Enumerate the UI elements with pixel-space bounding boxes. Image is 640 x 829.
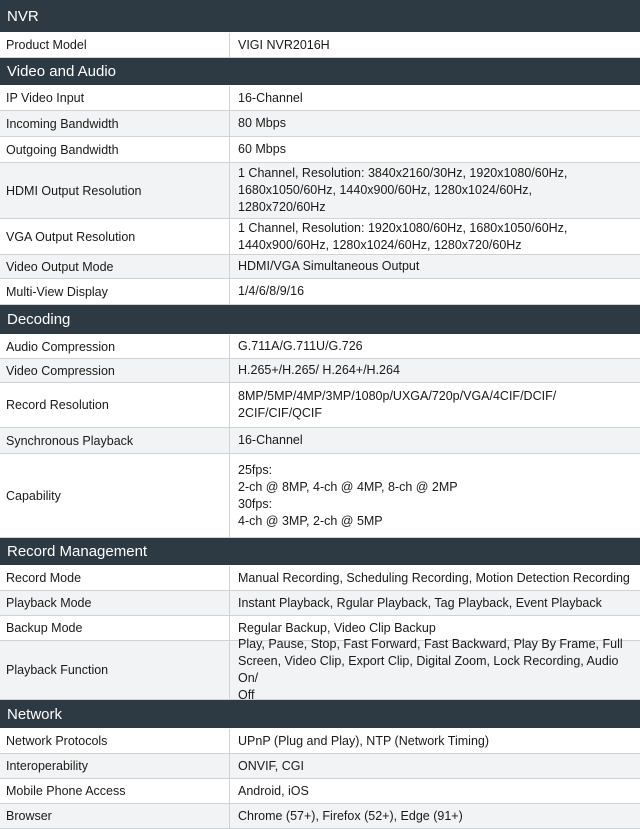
spec-value-line: G.711A/G.711U/G.726	[238, 339, 363, 353]
spec-value	[230, 566, 640, 590]
spec-label: Record Mode	[0, 566, 230, 590]
spec-value-line: 80 Mbps	[238, 116, 286, 130]
spec-value	[230, 359, 640, 382]
spec-label: Playback Mode	[0, 591, 230, 615]
spec-value-line: 2-ch @ 8MP, 4-ch @ 4MP, 8-ch @ 2MP	[238, 479, 458, 494]
spec-value-line: 16-Channel	[238, 90, 303, 105]
spec-value	[230, 335, 640, 358]
spec-value	[230, 33, 640, 57]
spec-value	[230, 729, 640, 753]
spec-label: Video Output Mode	[0, 255, 230, 278]
spec-row	[0, 637, 640, 702]
spec-value-line: H.265+/H.265/ H.264+/H.264	[238, 363, 400, 377]
spec-row	[0, 86, 640, 111]
spec-label: Interoperability	[0, 754, 230, 778]
spec-value	[230, 163, 640, 218]
spec-row	[0, 566, 640, 591]
section-header: Record Management	[0, 538, 640, 566]
spec-label: Record Resolution	[0, 383, 230, 427]
section-header: Network	[0, 700, 640, 729]
spec-value-line: 30fps:	[238, 496, 273, 511]
spec-label: Network Protocols	[0, 729, 230, 753]
spec-value	[230, 428, 640, 453]
spec-value-line: Chrome (57+), Firefox (52+), Edge (91+)	[238, 808, 463, 823]
spec-label: HDMI Output Resolution	[0, 163, 230, 218]
spec-value-line: Screen, Video Clip, Export Clip, Digital Zoom, Lock Recording, Audio On/	[238, 654, 619, 685]
section-header: NVR	[0, 0, 640, 33]
spec-label: IP Video Input	[0, 86, 230, 110]
spec-row	[0, 111, 640, 137]
spec-value	[230, 637, 640, 702]
spec-value-line: ONVIF, CGI	[238, 758, 304, 773]
spec-label: Incoming Bandwidth	[0, 111, 230, 136]
spec-label: Browser	[0, 804, 230, 828]
spec-value	[230, 454, 640, 537]
spec-value	[230, 279, 640, 304]
spec-label: Multi-View Display	[0, 279, 230, 304]
spec-row	[0, 779, 640, 804]
spec-value-line: Android, iOS	[238, 783, 309, 798]
spec-value-line: Manual Recording, Scheduling Recording, Motion Detection Recording	[238, 570, 630, 585]
spec-label: Video Compression	[0, 359, 230, 382]
spec-label: Audio Compression	[0, 335, 230, 358]
spec-value	[230, 591, 640, 615]
spec-value	[230, 383, 640, 427]
spec-value-line: 1280x720/60Hz	[238, 200, 326, 214]
spec-row	[0, 359, 640, 383]
spec-row	[0, 163, 640, 219]
spec-value-line: UPnP (Plug and Play), NTP (Network Timing)	[238, 733, 490, 748]
spec-value-line: 60 Mbps	[238, 142, 286, 156]
spec-label: Capability	[0, 454, 230, 537]
spec-value	[230, 804, 640, 828]
spec-value-line: 1 Channel, Resolution: 3840x2160/30Hz, 1920x1080/60Hz,	[238, 166, 568, 180]
spec-value	[230, 111, 640, 136]
spec-row	[0, 454, 640, 538]
spec-label: Mobile Phone Access	[0, 779, 230, 803]
spec-row	[0, 335, 640, 359]
spec-value-line: Regular Backup, Video Clip Backup	[238, 620, 436, 635]
spec-value-line: 4-ch @ 3MP, 2-ch @ 5MP	[238, 513, 383, 528]
spec-label: Backup Mode	[0, 616, 230, 640]
spec-row	[0, 383, 640, 428]
spec-row	[0, 219, 640, 255]
spec-row	[0, 33, 640, 58]
spec-row	[0, 279, 640, 305]
spec-value	[230, 255, 640, 278]
spec-value-line: 1 Channel, Resolution: 1920x1080/60Hz, 1680x1050/60Hz,	[238, 220, 568, 235]
spec-value-line: 1/4/6/8/9/16	[238, 284, 305, 298]
spec-value	[230, 219, 640, 254]
spec-value-line: 1680x1050/60Hz, 1440x900/60Hz, 1280x1024/60Hz,	[238, 183, 532, 197]
spec-value-line: Off	[238, 688, 255, 702]
spec-row	[0, 804, 640, 829]
spec-value-line: HDMI/VGA Simultaneous Output	[238, 259, 420, 273]
spec-value	[230, 86, 640, 110]
spec-label: VGA Output Resolution	[0, 219, 230, 254]
spec-row	[0, 428, 640, 454]
spec-value-line: 2CIF/CIF/QCIF	[238, 406, 323, 420]
spec-label: Synchronous Playback	[0, 428, 230, 453]
spec-label: Outgoing Bandwidth	[0, 137, 230, 162]
spec-value	[230, 779, 640, 803]
spec-row	[0, 729, 640, 754]
spec-value-line: VIGI NVR2016H	[238, 37, 330, 52]
spec-row	[0, 137, 640, 163]
spec-value	[230, 137, 640, 162]
spec-value-line: Play, Pause, Stop, Fast Forward, Fast Backward, Play By Frame, Full	[238, 637, 623, 651]
spec-value	[230, 754, 640, 778]
spec-row	[0, 754, 640, 779]
spec-value-line: 16-Channel	[238, 433, 303, 447]
spec-value-line: 8MP/5MP/4MP/3MP/1080p/UXGA/720p/VGA/4CIF/DCIF/	[238, 389, 557, 403]
spec-value-line: 1440x900/60Hz, 1280x1024/60Hz, 1280x720/60Hz	[238, 237, 522, 252]
spec-label: Product Model	[0, 33, 230, 57]
spec-value-line: Instant Playback, Rgular Playback, Tag Playback, Event Playback	[238, 595, 602, 610]
spec-label: Playback Function	[0, 641, 230, 699]
spec-value-line: 25fps:	[238, 462, 273, 477]
section-header: Video and Audio	[0, 58, 640, 86]
spec-row	[0, 255, 640, 279]
spec-row	[0, 591, 640, 616]
section-header: Decoding	[0, 305, 640, 335]
